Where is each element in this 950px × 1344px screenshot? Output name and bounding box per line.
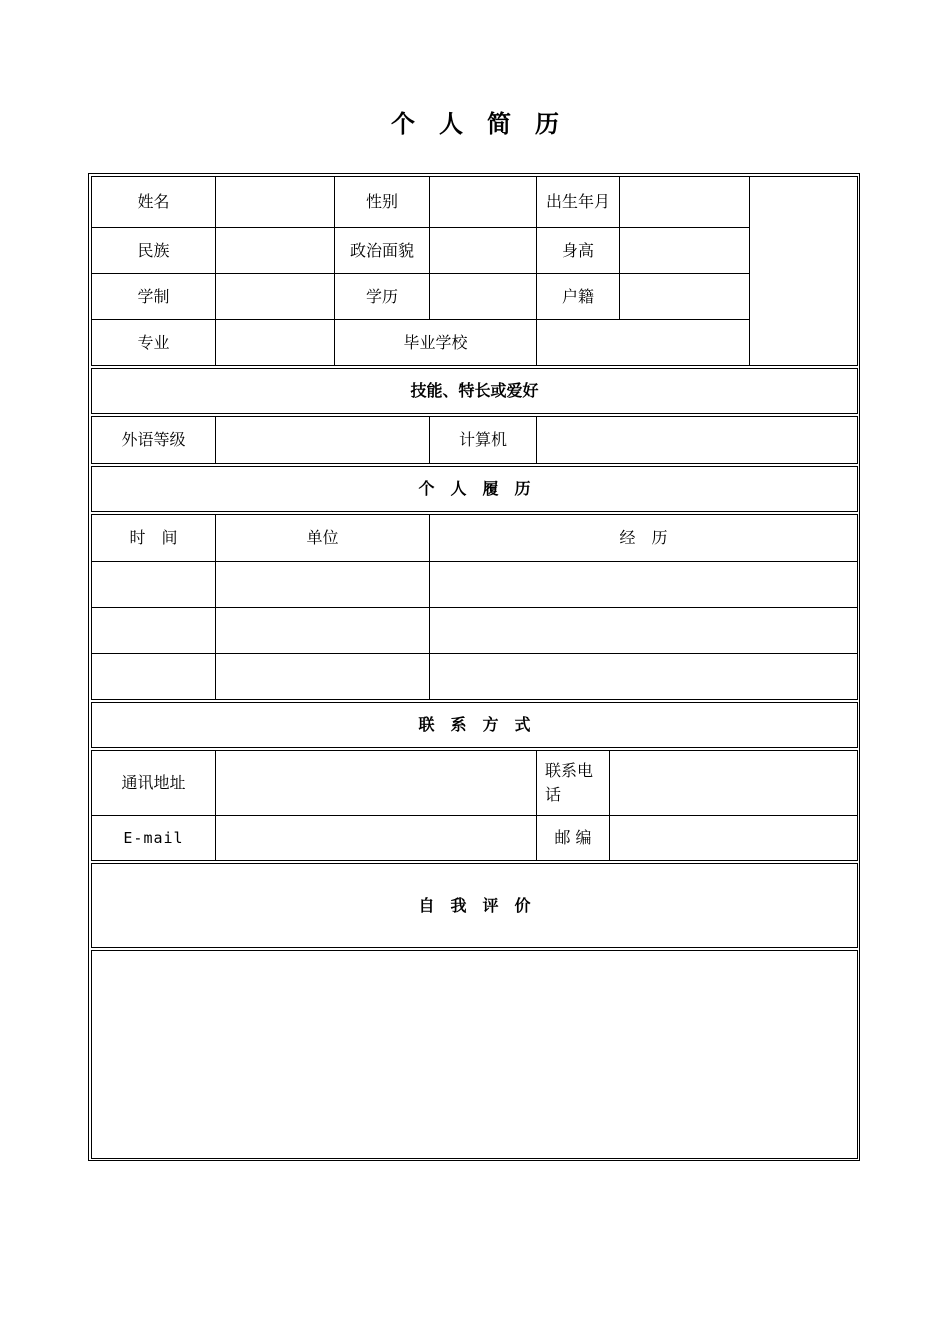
name-field[interactable] xyxy=(215,176,335,228)
history-col-time: 时 间 xyxy=(91,514,216,562)
education-label: 学历 xyxy=(334,273,430,320)
household-field[interactable] xyxy=(619,273,750,320)
major-label: 专业 xyxy=(91,319,216,366)
address-field[interactable] xyxy=(215,750,537,816)
language-field[interactable] xyxy=(215,416,430,464)
history-time-cell[interactable] xyxy=(91,607,216,654)
household-label: 户籍 xyxy=(536,273,620,320)
school-label: 毕业学校 xyxy=(334,319,537,366)
computer-field[interactable] xyxy=(536,416,858,464)
history-col-unit: 单位 xyxy=(215,514,430,562)
email-field[interactable] xyxy=(215,815,537,861)
birth-field[interactable] xyxy=(619,176,750,228)
photo-area[interactable] xyxy=(749,176,858,366)
birth-label: 出生年月 xyxy=(536,176,620,228)
self-eval-header: 自 我 评 价 xyxy=(91,863,858,948)
history-unit-cell[interactable] xyxy=(215,653,430,700)
skills-header: 技能、特长或爱好 xyxy=(91,368,858,414)
history-experience-cell[interactable] xyxy=(429,561,858,608)
postcode-label: 邮 编 xyxy=(536,815,610,861)
history-col-experience: 经 历 xyxy=(429,514,858,562)
height-field[interactable] xyxy=(619,227,750,274)
ethnicity-label: 民族 xyxy=(91,227,216,274)
address-label: 通讯地址 xyxy=(91,750,216,816)
history-time-cell[interactable] xyxy=(91,561,216,608)
major-field[interactable] xyxy=(215,319,335,366)
history-experience-cell[interactable] xyxy=(429,607,858,654)
schooling-field[interactable] xyxy=(215,273,335,320)
name-label: 姓名 xyxy=(91,176,216,228)
contact-header: 联 系 方 式 xyxy=(91,702,858,748)
height-label: 身高 xyxy=(536,227,620,274)
computer-label: 计算机 xyxy=(429,416,537,464)
history-header: 个 人 履 历 xyxy=(91,466,858,512)
political-field[interactable] xyxy=(429,227,537,274)
school-field[interactable] xyxy=(536,319,750,366)
ethnicity-field[interactable] xyxy=(215,227,335,274)
email-label: E-mail xyxy=(91,815,216,861)
education-field[interactable] xyxy=(429,273,537,320)
schooling-label: 学制 xyxy=(91,273,216,320)
history-unit-cell[interactable] xyxy=(215,607,430,654)
self-eval-field[interactable] xyxy=(91,950,858,1159)
history-unit-cell[interactable] xyxy=(215,561,430,608)
political-label: 政治面貌 xyxy=(334,227,430,274)
gender-field[interactable] xyxy=(429,176,537,228)
postcode-field[interactable] xyxy=(609,815,858,861)
phone-label: 联系电话 xyxy=(536,750,610,816)
language-label: 外语等级 xyxy=(91,416,216,464)
phone-field[interactable] xyxy=(609,750,858,816)
history-time-cell[interactable] xyxy=(91,653,216,700)
gender-label: 性别 xyxy=(334,176,430,228)
history-experience-cell[interactable] xyxy=(429,653,858,700)
page-title: 个 人 简 历 xyxy=(391,109,559,138)
